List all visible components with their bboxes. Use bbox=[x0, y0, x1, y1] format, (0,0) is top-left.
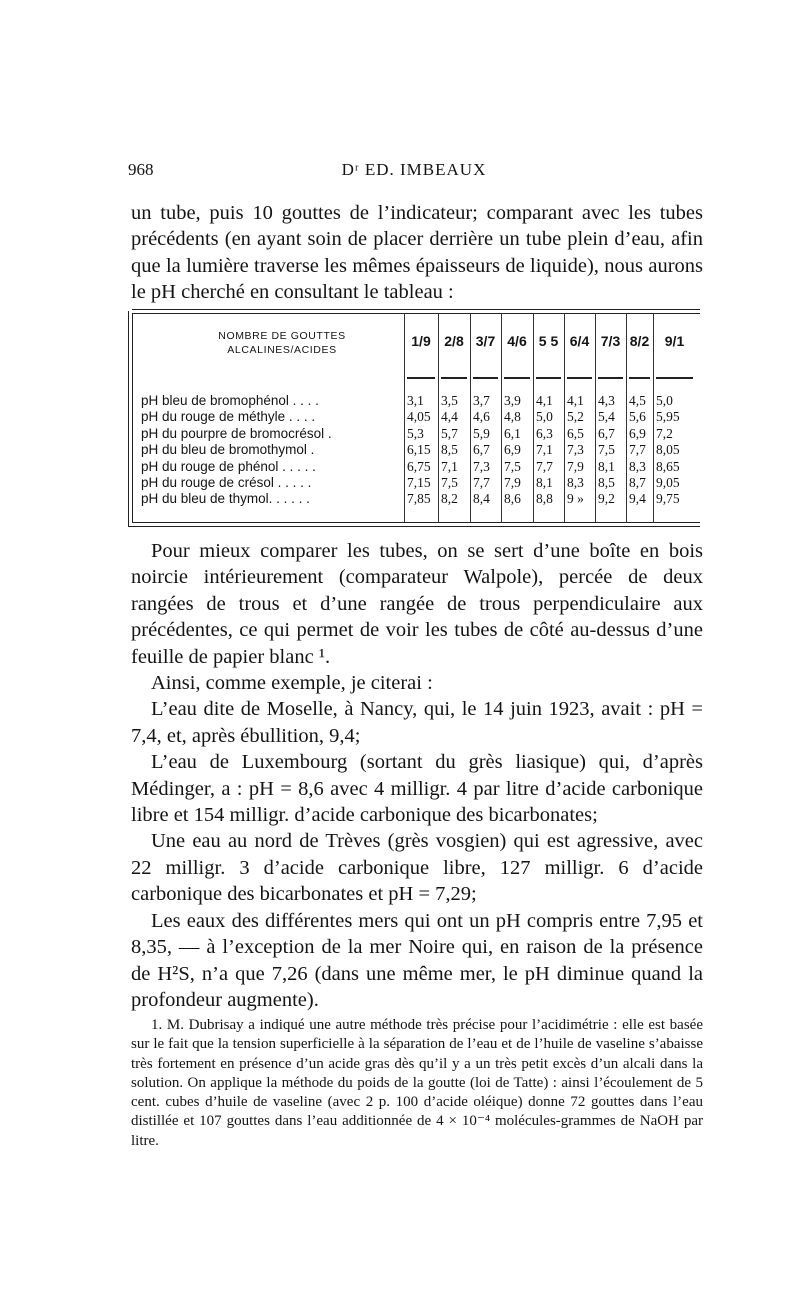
header-rule bbox=[629, 377, 650, 379]
table-cell: 9,4 bbox=[629, 491, 646, 507]
table-border bbox=[128, 311, 129, 527]
header-rule bbox=[441, 377, 467, 379]
header-rule bbox=[473, 377, 498, 379]
table-row-label: pH du rouge de crésol . . . . . bbox=[141, 475, 312, 490]
table-cell: 7,7 bbox=[629, 442, 646, 458]
table-cell: 3,9 bbox=[504, 393, 521, 408]
table-cell: 5,0 bbox=[656, 393, 673, 408]
table-cell: 7,9 bbox=[567, 458, 584, 474]
page-header bbox=[128, 160, 700, 182]
table-cell: 9 » bbox=[567, 491, 584, 507]
table-cell: 4,1 bbox=[567, 393, 584, 408]
paragraph-comparateur: Pour mieux comparer les tubes, on se sert d’une boîte en bois noircie intérieurement (comparateur Walpole), percée de deux rangées de trous et d’une rangée de trous perpendiculaire aux précédentes, ce qui permet de voir les tubes de côté au-dessus d’une feuille de papier blanc ¹. bbox=[131, 540, 703, 668]
table-cell: 8,05 bbox=[656, 442, 680, 458]
table-cell: 3,5 bbox=[441, 393, 458, 408]
table-cell: 7,85 bbox=[407, 491, 431, 507]
paragraph-exemple: Ainsi, comme exemple, je citerai : bbox=[151, 672, 433, 695]
table-row-header bbox=[168, 329, 396, 357]
table-row-label: pH du pourpre de bromocrésol . bbox=[141, 425, 332, 441]
table-cell: 8,1 bbox=[598, 458, 615, 474]
table-cell: 7,2 bbox=[656, 425, 673, 441]
table-row-label: pH du rouge de phénol . . . . . bbox=[141, 458, 316, 474]
table-cell: 6,5 bbox=[567, 425, 584, 441]
table-cell: 8,6 bbox=[504, 491, 521, 507]
table-cell: 6,3 bbox=[536, 425, 553, 441]
table-cell: 8,8 bbox=[536, 491, 553, 507]
table-cell: 8,1 bbox=[536, 475, 553, 490]
header-rule bbox=[656, 377, 693, 379]
header-rule bbox=[504, 377, 530, 379]
table-cell: 3,7 bbox=[473, 393, 490, 408]
table-border bbox=[132, 522, 700, 523]
table-row-label: pH du bleu de thymol. . . . . . bbox=[141, 491, 310, 507]
table-cell: 7,5 bbox=[441, 475, 458, 490]
column-header: 8/2 bbox=[629, 333, 650, 349]
table-cell: 7,3 bbox=[473, 458, 490, 474]
table-border bbox=[132, 313, 133, 523]
table-cell: 8,2 bbox=[441, 491, 458, 507]
table-cell: 4,1 bbox=[536, 393, 553, 408]
table-cell: 6,7 bbox=[473, 442, 490, 458]
column-header: 7/3 bbox=[600, 333, 621, 349]
table-cell: 4,5 bbox=[629, 393, 646, 408]
table-cell: 5,7 bbox=[441, 425, 458, 441]
table-cell: 6,7 bbox=[598, 425, 615, 441]
table-cell: 7,1 bbox=[441, 458, 458, 474]
table-cell: 7,7 bbox=[536, 458, 553, 474]
table-cell: 5,9 bbox=[473, 425, 490, 441]
table-cell: 8,4 bbox=[473, 491, 490, 507]
table-cell: 5,6 bbox=[629, 409, 646, 425]
table-cell: 4,05 bbox=[407, 409, 431, 425]
table-cell: 7,5 bbox=[598, 442, 615, 458]
column-header: 4/6 bbox=[507, 333, 527, 349]
table-cell: 8,7 bbox=[629, 475, 646, 490]
table-border bbox=[132, 313, 700, 314]
paragraph-mers: Les eaux des différentes mers qui ont un pH compris entre 7,95 et 8,35, — à l’exception de la mer Noire qui, en raison de la présence de H²S, n’a que 7,26 (dans une même mer, le pH diminue quand la profondeur augmente). bbox=[131, 909, 703, 1011]
header-rule bbox=[536, 377, 561, 379]
footnote: 1. M. Dubrisay a indiqué une autre méthode très précise pour l’acidimétrie : elle est basée sur le fait que la tension superficielle à la séparation de l’eau et de l’huile de vaseline s’abaisse très fortement en présence d’un acide gras dès qu’il y a un très petit excès d’un alcali dans la solution. On applique la méthode du poids de la goutte (loi de Tatte) : ainsi l’écoulement de 5 cent. cubes d’huile de vaseline (avec 2 p. 100 d’acide oléique) donne 72 gouttes dans l’eau distillée et 107 gouttes dans l’eau additionnée de 4 × 10⁻⁴ molécules-grammes de NaOH par litre. bbox=[131, 1017, 703, 1149]
table-cell: 7,3 bbox=[567, 442, 584, 458]
table-cell: 6,9 bbox=[629, 425, 646, 441]
table-cell: 4,4 bbox=[441, 409, 458, 425]
table-cell: 7,5 bbox=[504, 458, 521, 474]
table-border bbox=[132, 309, 700, 310]
table-cell: 9,75 bbox=[656, 491, 680, 507]
table-cell: 8,5 bbox=[441, 442, 458, 458]
table-cell: 6,15 bbox=[407, 442, 431, 458]
table-cell: 5,3 bbox=[407, 425, 424, 441]
header-rule bbox=[598, 377, 623, 379]
table-cell: 5,0 bbox=[536, 409, 553, 425]
table-cell: 8,3 bbox=[567, 475, 584, 490]
head-label-line1: NOMBRE DE GOUTTES bbox=[218, 330, 346, 342]
table-cell: 4,6 bbox=[473, 409, 490, 425]
table-cell: 8,65 bbox=[656, 458, 680, 474]
column-header: 6/4 bbox=[569, 333, 590, 349]
table-row-label: pH bleu de bromophénol . . . . bbox=[141, 393, 319, 408]
running-title: Dʳ ED. IMBEAUX bbox=[341, 160, 487, 179]
table-cell: 4,3 bbox=[598, 393, 615, 408]
table-cell: 7,1 bbox=[536, 442, 553, 458]
paragraph-luxembourg: L’eau de Luxembourg (sortant du grès liasique) qui, d’après Médinger, a : pH = 8,6 avec 4 milligr. 4 par litre d’acide carbonique libre et 154 milligr. d’acide carbonique des bicarbonates; bbox=[131, 751, 703, 827]
table-cell: 7,7 bbox=[473, 475, 490, 490]
table-cell: 6,75 bbox=[407, 458, 431, 474]
table-cell: 5,4 bbox=[598, 409, 615, 425]
paragraph-moselle: L’eau dite de Moselle, à Nancy, qui, le 14 juin 1923, avait : pH = 7,4, et, après ébullition, 9,4; bbox=[131, 698, 703, 747]
table-cell: 9,2 bbox=[598, 491, 615, 507]
page-number: 968 bbox=[128, 160, 154, 179]
table-cell: 9,05 bbox=[656, 475, 680, 490]
column-header: 3/7 bbox=[475, 333, 496, 349]
head-label-line2: ALCALINES/ACIDES bbox=[227, 344, 337, 356]
table-cell: 3,1 bbox=[407, 393, 424, 408]
body-text bbox=[131, 538, 703, 1013]
table-cell: 4,8 bbox=[504, 409, 521, 425]
column-header: 2/8 bbox=[444, 333, 464, 349]
column-header: 1/9 bbox=[411, 333, 431, 349]
ph-indicator-table bbox=[128, 309, 700, 527]
table-cell: 6,9 bbox=[504, 442, 521, 458]
table-row-label: pH du bleu de bromothymol . bbox=[141, 442, 315, 458]
table-cell: 5,95 bbox=[656, 409, 680, 425]
header-rule bbox=[407, 377, 435, 379]
table-cell: 7,9 bbox=[504, 475, 521, 490]
table-row-label: pH du rouge de méthyle . . . . bbox=[141, 409, 316, 425]
header-rule bbox=[567, 377, 592, 379]
intro-paragraph: un tube, puis 10 gouttes de l’indicateur; comparant avec les tubes précédents (en ayant soin de placer derrière un tube plein d’eau, afin que la lumière traverse les mêmes épaisseurs de liquide), nous aurons le pH cherché en consultant le tableau : bbox=[131, 202, 703, 304]
column-header: 5 5 bbox=[538, 333, 559, 349]
column-header: 9/1 bbox=[664, 333, 685, 349]
table-cell: 8,3 bbox=[629, 458, 646, 474]
table-border bbox=[128, 526, 700, 527]
paragraph-treves: Une eau au nord de Trèves (grès vosgien) qui est agressive, avec 22 milligr. 3 d’acide carbonique libre, 127 milligr. 6 d’acide carbonique des bicarbonates et pH = 7,29; bbox=[131, 830, 703, 906]
table-cell: 7,15 bbox=[407, 475, 431, 490]
table-cell: 5,2 bbox=[567, 409, 584, 425]
table-cell: 8,5 bbox=[598, 475, 615, 490]
table-cell: 6,1 bbox=[504, 425, 521, 441]
